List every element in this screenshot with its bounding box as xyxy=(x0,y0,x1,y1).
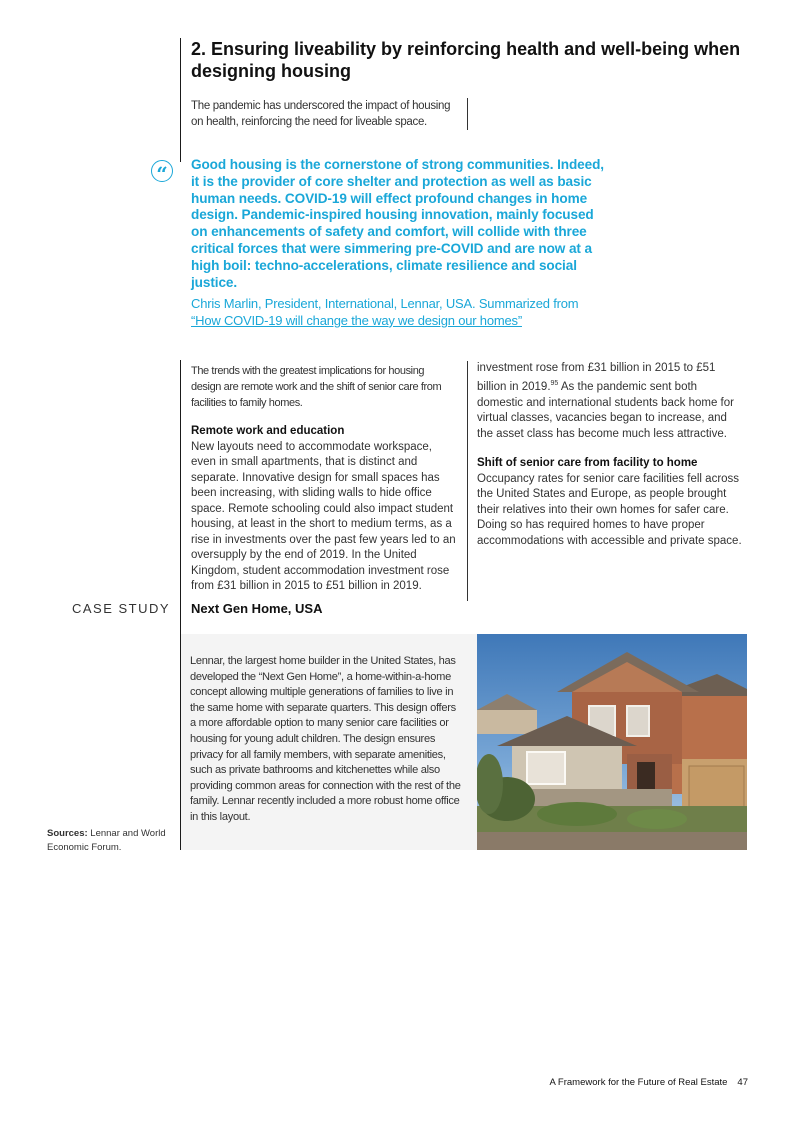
body-rule xyxy=(180,360,181,602)
quote-attribution xyxy=(191,296,611,330)
intro-text: The pandemic has underscored the impact of housing on health, reinforcing the need for liveable space. xyxy=(191,100,451,128)
remote-work-carryover: investment rose from £31 billion in 2015 to £51 billion in 2019.95 As the pandemic sent both domestic and international students back home for virtual classes, vacancies began to increase, and the asset class has become much less attractive. xyxy=(477,362,734,438)
case-study-text: Lennar, the largest home builder in the United States, has developed the “Next Gen Home”, a home-within-a-home concept allowing multiple generations of families to live in the same home with separate quarters. This design offers a more affordable option to many senior care facilities or housing for young adult children. The design ensures privacy for all family members, with separate amenities, such as private bathrooms and kitchenettes while also providing common areas for connection with the rest of the family. Lennar recently included a more robust home office in this layout. xyxy=(190,655,461,823)
senior-care-text: Occupancy rates for senior care facilities fell across the United States and Europe, as people brought their relatives into their own homes for safer care. Doing so has required homes to have proper accommodations with accessible and private space. xyxy=(477,472,742,547)
section-title: 2. Ensuring liveability by reinforcing health and well-being when designing housing xyxy=(191,39,741,81)
sources-label: Sources: xyxy=(47,828,88,839)
article-link[interactable]: “How COVID-19 will change the way we design our homes” xyxy=(191,312,522,328)
case-study-label: CASE STUDY xyxy=(72,601,171,616)
publication-title: A Framework for the Future of Real Estate xyxy=(549,1077,728,1088)
sources-text: Lennar and World Economic Forum. xyxy=(47,828,166,853)
right-column xyxy=(477,361,742,549)
pull-quote: Good housing is the cornerstone of strong communities. Indeed, it is the provider of core shelter and protection as well as basic human needs. COVID-19 will effect profound changes in home design. Pandemic-inspired housing innovation, mainly focused on enhancements of safety and comfort, will collide with three critical forces that were simmering pre-COVID and are now at a high boil: techno-accelerations, climate resilience and social justice. xyxy=(191,157,604,290)
page-footer xyxy=(500,1077,748,1088)
title-rule xyxy=(180,38,181,162)
page-number: 47 xyxy=(737,1077,748,1088)
quote-icon: “ xyxy=(151,160,173,182)
footnote-marker: 95 xyxy=(550,380,559,388)
remote-work-continued xyxy=(477,361,742,438)
remote-work-text: New layouts need to accommodate workspace, even in small apartments, that is distinct and separate. Innovative design for small spaces has been increasing, with sliding walls to hide office space. Remote schooling could also impact student housing, at least in the short to medium terms, as a rise in investments over the past few years led to an oversupply by the end of 2019. In the United Kingdom, student accommodation investment rose from £31 billion in 2015 to £51 billion in 2019. xyxy=(191,440,456,592)
remote-work-heading: Remote work and education xyxy=(191,425,345,437)
house-illustration xyxy=(477,634,747,850)
sources-note xyxy=(47,827,177,855)
case-study-title: Next Gen Home, USA xyxy=(191,601,323,616)
quote-attribution-text: Chris Marlin, President, International, Lennar, USA. Summarized from xyxy=(191,296,579,311)
trends-paragraph: The trends with the greatest implications for housing design are remote work and the shift of senior care from facilities to family homes. xyxy=(191,365,442,409)
house-photo xyxy=(477,634,747,850)
column-divider xyxy=(467,361,468,601)
intro-block xyxy=(191,98,468,130)
senior-care-heading: Shift of senior care from facility to home xyxy=(477,457,698,469)
